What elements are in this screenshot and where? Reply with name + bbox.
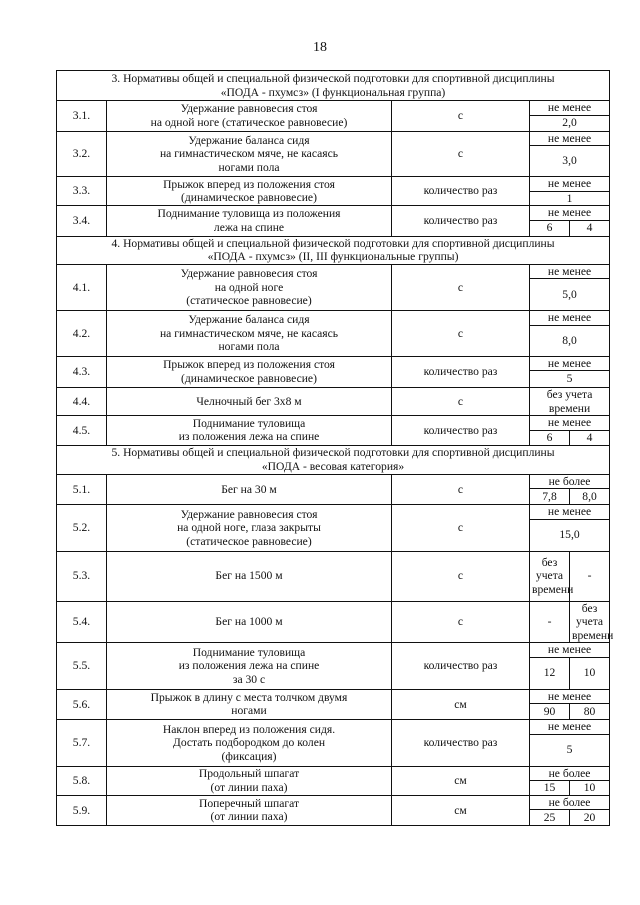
- table-row: [57, 720, 610, 735]
- condition-label: не менее: [530, 505, 610, 520]
- norm-value: без учета времени: [530, 551, 570, 601]
- table-row: [57, 356, 610, 371]
- row-number: 5.3.: [57, 551, 107, 601]
- norm-value: 5,0: [530, 279, 610, 311]
- unit-cell: с: [392, 311, 530, 357]
- row-number: 4.2.: [57, 311, 107, 357]
- unit-cell: количество раз: [392, 720, 530, 767]
- exercise-name: Удержание равновесия стоя на одной ноге (статическое равновесие): [107, 264, 392, 311]
- exercise-name: Прыжок вперед из положения стоя (динамическое равновесие): [107, 177, 392, 206]
- exercise-name: Удержание равновесия стоя на одной ноге (статическое равновесие): [107, 101, 392, 132]
- condition-label: не менее: [530, 311, 610, 326]
- norm-value: 15: [530, 781, 570, 796]
- row-number: 5.4.: [57, 601, 107, 643]
- unit-cell: с: [392, 551, 530, 601]
- norm-value: 5: [530, 371, 610, 388]
- exercise-name: Наклон вперед из положения сидя. Достать подбородком до колен (фиксация): [107, 720, 392, 767]
- condition-label: не более: [530, 474, 610, 489]
- condition-label: не более: [530, 795, 610, 810]
- row-number: 5.5.: [57, 643, 107, 690]
- table-row: [57, 766, 610, 781]
- table-row: [57, 643, 610, 658]
- table-row: [57, 551, 610, 601]
- table-row: [57, 206, 610, 221]
- norm-value: 8,0: [530, 325, 610, 356]
- norm-value: без учета времени: [530, 388, 610, 416]
- unit-cell: см: [392, 795, 530, 826]
- section-header: 5. Нормативы общей и специальной физической подготовки для спортивной дисциплины «ПОДА - весовая категория»: [57, 445, 610, 474]
- section-header-row: [57, 71, 610, 101]
- condition-label: не менее: [530, 206, 610, 221]
- exercise-name: Прыжок вперед из положения стоя (динамическое равновесие): [107, 356, 392, 388]
- unit-cell: количество раз: [392, 206, 530, 237]
- exercise-name: Бег на 1000 м: [107, 601, 392, 643]
- page-number: 18: [313, 40, 327, 55]
- norm-value: 80: [570, 704, 610, 720]
- row-number: 5.7.: [57, 720, 107, 767]
- section-header-row: [57, 236, 610, 264]
- unit-cell: см: [392, 766, 530, 795]
- norm-value: 1: [530, 191, 610, 206]
- row-number: 5.2.: [57, 505, 107, 552]
- norms-table-body: [57, 71, 614, 826]
- row-number: 5.9.: [57, 795, 107, 826]
- unit-cell: с: [392, 388, 530, 416]
- row-number: 4.4.: [57, 388, 107, 416]
- exercise-name: Удержание равновесия стоя на одной ноге, глаза закрыты (статическое равновесие): [107, 505, 392, 552]
- norm-value: 6: [530, 430, 570, 445]
- exercise-name: Челночный бег 3х8 м: [107, 388, 392, 416]
- norm-value: 2,0: [530, 115, 610, 131]
- condition-label: не менее: [530, 356, 610, 371]
- unit-cell: с: [392, 101, 530, 132]
- table-row: [57, 601, 610, 643]
- unit-cell: количество раз: [392, 177, 530, 206]
- section-header: 3. Нормативы общей и специальной физической подготовки для спортивной дисциплины «ПОДА - пхумсз» (I функциональная группа): [57, 71, 610, 101]
- row-number: 5.6.: [57, 689, 107, 720]
- exercise-name: Поднимание туловища из положения лежа на спине за 30 с: [107, 643, 392, 690]
- unit-cell: с: [392, 264, 530, 311]
- unit-cell: с: [392, 474, 530, 505]
- unit-cell: количество раз: [392, 643, 530, 690]
- exercise-name: Бег на 1500 м: [107, 551, 392, 601]
- exercise-name: Удержание баланса сидя на гимнастическом мяче, не касаясь ногами пола: [107, 311, 392, 357]
- section-header-row: [57, 445, 610, 474]
- exercise-name: Поперечный шпагат (от линии паха): [107, 795, 392, 826]
- row-number: 3.2.: [57, 131, 107, 177]
- table-row: [57, 795, 610, 810]
- row-number: 4.3.: [57, 356, 107, 388]
- unit-cell: количество раз: [392, 356, 530, 388]
- table-row: [57, 388, 610, 416]
- table-row: [57, 505, 610, 520]
- norm-value: 10: [570, 781, 610, 796]
- condition-label: не менее: [530, 131, 610, 146]
- norms-table: [56, 70, 614, 826]
- exercise-name: Бег на 30 м: [107, 474, 392, 505]
- norm-value: -: [530, 601, 570, 643]
- norm-value: 7,8: [530, 489, 570, 505]
- row-number: 5.8.: [57, 766, 107, 795]
- condition-label: не менее: [530, 720, 610, 735]
- norm-value: 90: [530, 704, 570, 720]
- norm-value: 25: [530, 810, 570, 826]
- row-number: 5.1.: [57, 474, 107, 505]
- norm-value: 20: [570, 810, 610, 826]
- norm-value: 10: [570, 657, 610, 689]
- table-row: [57, 416, 610, 431]
- exercise-name: Прыжок в длину с места толчком двумя ногами: [107, 689, 392, 720]
- condition-label: не менее: [530, 689, 610, 704]
- section-header: 4. Нормативы общей и специальной физической подготовки для спортивной дисциплины «ПОДА - пхумсз» (II, III функциональные группы): [57, 236, 610, 264]
- row-number: 4.1.: [57, 264, 107, 311]
- table-row: [57, 689, 610, 704]
- row-number: 3.4.: [57, 206, 107, 237]
- exercise-name: Поднимание туловища из положения лежа на спине: [107, 416, 392, 446]
- table-row: [57, 131, 610, 146]
- norm-value: 12: [530, 657, 570, 689]
- table-row: [57, 474, 610, 489]
- norm-value: 5: [530, 734, 610, 766]
- table-row: [57, 264, 610, 279]
- condition-label: не менее: [530, 643, 610, 658]
- exercise-name: Поднимание туловища из положения лежа на спине: [107, 206, 392, 237]
- row-number: 4.5.: [57, 416, 107, 446]
- unit-cell: с: [392, 505, 530, 552]
- norm-value: 6: [530, 220, 570, 236]
- condition-label: не более: [530, 766, 610, 781]
- norm-value: -: [570, 551, 610, 601]
- norm-value: 4: [570, 430, 610, 445]
- unit-cell: с: [392, 601, 530, 643]
- table-row: [57, 177, 610, 192]
- norm-value: 3,0: [530, 146, 610, 177]
- condition-label: не менее: [530, 101, 610, 116]
- condition-label: не менее: [530, 416, 610, 431]
- unit-cell: с: [392, 131, 530, 177]
- unit-cell: см: [392, 689, 530, 720]
- exercise-name: Удержание баланса сидя на гимнастическом мяче, не касаясь ногами пола: [107, 131, 392, 177]
- row-number: 3.3.: [57, 177, 107, 206]
- condition-label: не менее: [530, 177, 610, 192]
- unit-cell: количество раз: [392, 416, 530, 446]
- norm-value: без учета времени: [570, 601, 610, 643]
- norm-value: 8,0: [570, 489, 610, 505]
- table-row: [57, 101, 610, 116]
- norm-value: 15,0: [530, 519, 610, 551]
- norm-value: 4: [570, 220, 610, 236]
- condition-label: не менее: [530, 264, 610, 279]
- exercise-name: Продольный шпагат (от линии паха): [107, 766, 392, 795]
- table-row: [57, 311, 610, 326]
- row-number: 3.1.: [57, 101, 107, 132]
